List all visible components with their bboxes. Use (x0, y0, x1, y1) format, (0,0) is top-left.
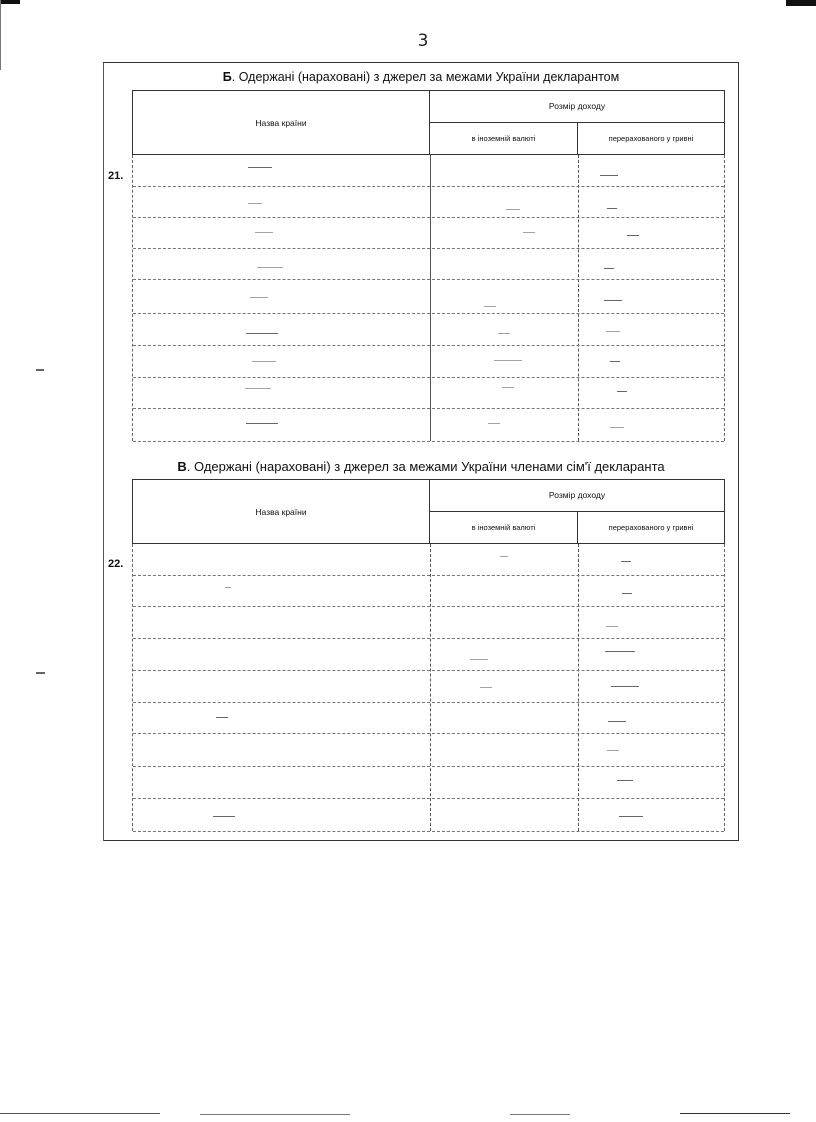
section-b-header-foreign-currency: в іноземній валюті (430, 123, 578, 155)
scan-mark (604, 268, 614, 269)
table-row[interactable] (133, 766, 724, 799)
scan-mark (600, 175, 618, 176)
scan-mark (494, 360, 522, 361)
section-b-title-text: . Одержані (нараховані) з джерел за межами України декларантом (231, 70, 620, 84)
table-row[interactable] (133, 798, 724, 832)
scan-mark (488, 423, 500, 424)
section-b-table-header (132, 90, 725, 155)
scan-mark (484, 306, 496, 307)
section-v-row-number: 22. (108, 558, 124, 570)
scan-mark (606, 331, 620, 332)
scan-mark (610, 427, 624, 428)
scan-mark (502, 387, 514, 388)
scan-mark (617, 780, 633, 781)
section-b-letter: Б (222, 70, 232, 84)
scan-mark (248, 167, 272, 168)
scan-mark (36, 369, 44, 371)
scan-mark (604, 300, 622, 301)
section-v-header-converted-uah: перерахованого у гривні (608, 522, 694, 532)
section-v-table-body (132, 544, 725, 831)
scan-mark (250, 297, 268, 298)
scan-mark (608, 721, 626, 722)
scan-mark (606, 626, 618, 627)
scan-mark (607, 208, 617, 209)
section-v-letter: В (177, 459, 187, 474)
section-b-header-income-size: Розмір доходу (430, 91, 724, 123)
scan-mark (480, 687, 492, 688)
scan-mark (245, 388, 271, 389)
scan-mark (246, 333, 278, 334)
scan-mark (470, 659, 488, 660)
section-b-row-number: 21. (108, 170, 124, 182)
table-row[interactable] (133, 408, 724, 442)
scan-mark (246, 423, 278, 424)
scan-bottom-line (510, 1114, 570, 1115)
section-v-table-header (132, 479, 725, 544)
table-row[interactable] (133, 345, 724, 378)
table-row[interactable] (133, 575, 724, 607)
section-v-header-foreign-currency: в іноземній валюті (430, 512, 578, 544)
scan-corner-mark-left (0, 0, 20, 4)
table-row[interactable] (133, 217, 724, 249)
table-row[interactable] (133, 733, 724, 767)
section-b-table-body (132, 155, 725, 441)
scan-corner-mark-right (786, 0, 816, 6)
table-row[interactable] (133, 606, 724, 639)
scan-mark (611, 686, 639, 687)
scan-mark (607, 750, 619, 751)
scan-mark (36, 672, 45, 674)
scan-mark (213, 816, 235, 817)
scan-mark (500, 556, 508, 557)
scan-mark (257, 267, 283, 268)
scan-mark (248, 203, 262, 204)
scan-mark (252, 361, 276, 362)
table-row[interactable] (133, 186, 724, 218)
scan-bottom-line (680, 1113, 790, 1114)
scan-mark (627, 235, 639, 236)
scan-mark (498, 333, 510, 334)
page-number: 3 (417, 31, 429, 51)
section-v-title (103, 459, 739, 474)
table-row[interactable] (133, 279, 724, 314)
scan-mark (506, 209, 520, 210)
section-v-header-income-size: Розмір доходу (430, 480, 724, 512)
scan-mark (216, 717, 228, 718)
section-b-header-converted-uah: перерахованого у гривні (608, 133, 694, 143)
scan-mark (610, 361, 620, 362)
section-v-header-country: Назва країни (133, 480, 430, 543)
table-row[interactable] (133, 248, 724, 280)
section-v-title-text: . Одержані (нараховані) з джерел за межами України членами сім'ї декларанта (186, 459, 665, 474)
table-row[interactable] (133, 544, 724, 576)
scan-mark (523, 232, 535, 233)
scan-mark (621, 561, 631, 562)
page-frame-left (103, 63, 104, 841)
table-row[interactable] (133, 155, 724, 187)
scan-mark (255, 232, 273, 233)
scan-mark (619, 816, 643, 817)
scan-mark (605, 651, 635, 652)
table-row[interactable] (133, 313, 724, 346)
section-b-title (103, 70, 739, 84)
scan-bottom-line (0, 1113, 160, 1114)
table-row[interactable] (133, 702, 724, 734)
scan-mark (622, 593, 632, 594)
scan-mark (617, 391, 627, 392)
section-b-header-country: Назва країни (133, 91, 430, 154)
scan-bottom-line (200, 1114, 350, 1115)
table-row[interactable] (133, 377, 724, 409)
scan-mark (225, 587, 231, 588)
table-row[interactable] (133, 638, 724, 671)
